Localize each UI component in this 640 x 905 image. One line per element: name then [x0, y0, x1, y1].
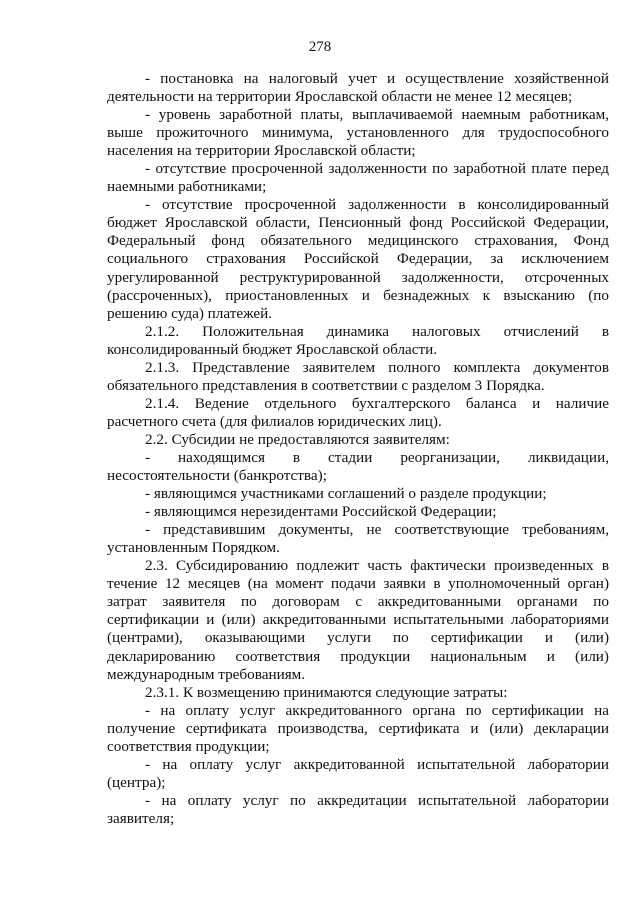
criterion-no-budget-arrears: - отсутствие просроченной задолженности в консолидированный бюджет Ярославской области, Пенсионный фонд Российской Федерации, Федеральный фонд обязательного медицинского страхования, Фонд социального страхования Российской Федерации, за исключением урегулированной реструктурированной задолженности, отсроченных (рассроченных), приостановленных и безнадежных к взысканию (по решению суда) платежей.: [107, 196, 609, 322]
clause-2-3: 2.3. Субсидированию подлежит часть фактически произведенных в течение 12 месяцев (на момент подачи заявки в уполномоченный орган) затрат заявителя по договорам с аккредитованными органами по сертификации и (или) аккредитованными испытательными лабораториями (центрами), оказывающими услуги по сертификации и (или) декларированию соответствия продукции национальным и (или) международным требованиям.: [107, 557, 609, 683]
clause-2-2: 2.2. Субсидии не предоставляются заявителям:: [145, 430, 450, 448]
page-number: 278: [308, 39, 332, 55]
cost-laboratory-accreditation: - на оплату услуг по аккредитации испытательной лаборатории заявителя;: [107, 791, 609, 827]
criterion-tax-registration: - постановка на налоговый учет и осуществление хозяйственной деятельности на территории Ярославской области не менее 12 месяцев;: [107, 70, 609, 106]
cost-certification-body: - на оплату услуг аккредитованного органа по сертификации на получение сертификата производства, сертификата и (или) декларации соответствия продукции;: [107, 701, 609, 755]
exclusion-noncompliant-documents: - представившим документы, не соответствующие требованиям, установленным Порядком.: [107, 521, 609, 557]
clause-2-1-3: 2.1.3. Представление заявителем полного комплекта документов обязательного представления в соответствии с разделом 3 Порядка.: [107, 358, 609, 394]
criterion-wage-level: - уровень заработной платы, выплачиваемой наемным работникам, выше прожиточного минимума, установленного для трудоспособного населения на территории Ярославской области;: [107, 106, 609, 160]
cost-testing-laboratory: - на оплату услуг аккредитованной испытательной лаборатории (центра);: [107, 755, 609, 791]
criterion-no-wage-arrears: - отсутствие просроченной задолженности по заработной плате перед наемными работниками;: [107, 160, 609, 196]
exclusion-psa-participants: - являющимся участниками соглашений о разделе продукции;: [145, 485, 547, 503]
clause-2-1-2: 2.1.2. Положительная динамика налоговых отчислений в консолидированный бюджет Ярославской области.: [107, 322, 609, 358]
document-body: [107, 70, 609, 828]
exclusion-reorganization: - находящимся в стадии реорганизации, ликвидации, несостоятельности (банкротства);: [107, 448, 609, 485]
clause-2-3-1: 2.3.1. К возмещению принимаются следующие затраты:: [145, 683, 508, 701]
exclusion-nonresidents: - являющимся нерезидентами Российской Федерации;: [145, 503, 497, 521]
clause-2-1-4: 2.1.4. Ведение отдельного бухгалтерского баланса и наличие расчетного счета (для филиалов юридических лиц).: [107, 394, 609, 430]
